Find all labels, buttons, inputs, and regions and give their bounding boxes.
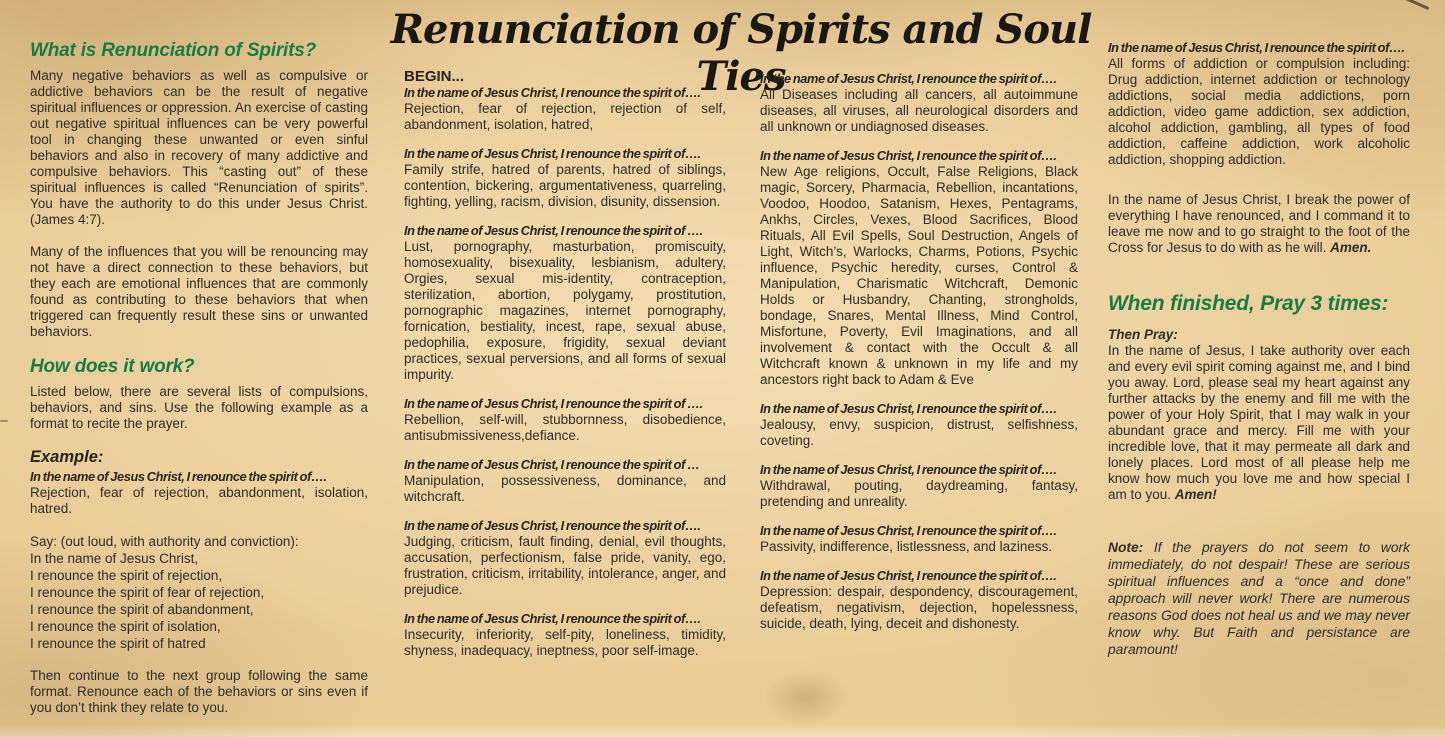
begin-label: BEGIN...: [404, 68, 465, 85]
prayer-body: All Diseases including all cancers, all autoimmune diseases, all viruses, all neurological disorders and all unknown or undiagnosed diseases.: [760, 87, 1078, 134]
prayer-item: [760, 148, 1078, 388]
note-label: Note:: [1108, 540, 1144, 555]
prayer-lead: In the name of Jesus Christ, I renounce the spirit of….: [760, 523, 1057, 538]
prayer-body: Manipulation, possessiveness, dominance, and witchcraft.: [404, 473, 726, 504]
say-line: Say: (out loud, with authority and conviction):: [30, 534, 299, 549]
intro-paragraph-1: Many negative behaviors as well as compulsive or addictive behaviors can be the result of negative spiritual influences or oppression. An exercise of casting out negative spiritual influences can be very powerful tool in changing these unwanted or even sinful behaviors and also in recovery of many addictive and compulsive behaviors. This “casting out” of these spiritual influences is called “Renunciation of spirits”. You have the authority to do this under Jesus Christ. (James 4:7).: [30, 68, 368, 227]
say-line: I renounce the spirit of hatred: [30, 636, 206, 651]
heading-what-is-renunciation: What is Renunciation of Spirits?: [30, 40, 316, 61]
prayer-lead: In the name of Jesus Christ, I renounce the spirit of….: [760, 401, 1057, 416]
heading-when-finished: When finished, Pray 3 times:: [1108, 292, 1389, 315]
say-line: I renounce the spirit of rejection,: [30, 568, 223, 583]
prayer-body: Rebellion, self-will, stubbornness, disobedience, antisubmissiveness,defiance.: [404, 412, 726, 443]
prayer-body: Lust, pornography, masturbation, promiscuity, homosexuality, bisexuality, lesbianism, adultery, Orgies, sexual mis-identity, contraception, sterilization, abortion, polygamy, prostitution, pornographic magazines, internet pornography, fornication, bestiality, incest, rape, sexual abuse, pedophilia, exposure, frigidity, sexual deviant practices, sexual perversions, and all forms of sexual impurity.: [404, 239, 726, 382]
prayer-item: [760, 462, 1078, 510]
prayer-body: Family strife, hatred of parents, hatred of siblings, contention, bickering, argumentativeness, quarreling, fighting, yelling, racism, division, disunity, dissension.: [404, 162, 726, 209]
prayer-lead: In the name of Jesus Christ, I renounce the spirit of….: [404, 85, 701, 100]
prayer-item: [760, 523, 1078, 555]
prayer-body: New Age religions, Occult, False Religions, Black magic, Sorcery, Pharmacia, Rebellion, incantations, Voodoo, Hoodoo, Satanism, Hexes, Pentagrams, Ankhs, Circles, Vexes, Blood Sacrifices, Blood Rituals, All Evil Spells, Soul Destruction, Angels of Light, Witch’s, Warlocks, Charms, Potions, Psychic influence, Psychic heredity, curses, Control & Manipulation, Charismatic Witchcraft, Demonic Holds or Husbandry, Chanting, strongholds, bondage, Snares, Mental Illness, Mind Control, Misfortune, Poverty, Evil Imaginations, and all involvement & contact with the Occult & all Witchcraft known & unknown in my life and my ancestors right back to Adam & Eve: [760, 164, 1078, 387]
amen-exclaim-text: Amen!: [1174, 487, 1217, 502]
prayer-item: [760, 401, 1078, 449]
prayer-item: [404, 223, 726, 383]
prayer-body: Jealousy, envy, suspicion, distrust, selfishness, coveting.: [760, 417, 1078, 448]
prayer-body: All forms of addiction or compulsion including: Drug addiction, internet addiction or technology addictions, social media addictions, porn addiction, video game addiction, sex addiction, alcohol addiction, gambling, all types of food addiction, caffeine addiction, work alcoholic addiction, shopping addiction.: [1108, 56, 1410, 167]
prayer-column-2: [760, 71, 1078, 645]
prayer-lead: In the name of Jesus Christ, I renounce the spirit of….: [404, 146, 701, 161]
prayer-lead: In the name of Jesus Christ, I renounce the spirit of….: [760, 71, 1057, 86]
prayer-item: [404, 611, 726, 659]
prayer-lead: In the name of Jesus Christ, I renounce the spirit of….: [404, 611, 701, 626]
prayer-item: [404, 518, 726, 598]
prayer-item: [404, 85, 726, 133]
intro-column: [30, 40, 368, 716]
prayer-lead: In the name of Jesus Christ, I renounce the spirit of….: [404, 518, 701, 533]
prayer-item: [760, 71, 1078, 135]
say-line: In the name of Jesus Christ,: [30, 551, 199, 566]
heading-how-does-it-work: How does it work?: [30, 356, 195, 377]
closing-prayer-paragraph: [1108, 343, 1410, 503]
say-line: I renounce the spirit of fear of rejection,: [30, 585, 265, 600]
prayer-body: Rejection, fear of rejection, rejection of self, abandonment, isolation, hatred,: [404, 101, 726, 132]
continue-paragraph: Then continue to the next group following the same format. Renounce each of the behaviors or sins even if you don’t think they relate to you.: [30, 668, 368, 715]
prayer-lead: In the name of Jesus Christ, I renounce the spirit of….: [1108, 40, 1405, 55]
how-it-works-paragraph: Listed below, there are several lists of compulsions, behaviors, and sins. Use the following example as a format to recite the prayer.: [30, 384, 368, 431]
prayer-lead: In the name of Jesus Christ, I renounce the spirit of….: [760, 568, 1057, 583]
prayer-lead: In the name of Jesus Christ, I renounce the spirit of….: [760, 148, 1057, 163]
heading-example: Example:: [30, 448, 104, 466]
prayer-lead: In the name of Jesus Christ, I renounce the spirit of ….: [404, 223, 703, 238]
amen-text: Amen.: [1330, 240, 1372, 255]
prayer-body: Depression: despair, despondency, discouragement, defeatism, negativism, dejection, hopelessness, suicide, death, lying, deceit and dishonesty.: [760, 584, 1078, 631]
page-title: Renunciation of Spirits and Soul Ties: [390, 6, 1092, 100]
parchment-scratch: [1405, 0, 1430, 10]
prayer-lead: In the name of Jesus Christ, I renounce the spirit of ….: [404, 396, 703, 411]
prayer-item: [760, 568, 1078, 632]
prayer-lead: In the name of Jesus Christ, I renounce the spirit of….: [760, 462, 1057, 477]
prayer-item: [404, 396, 726, 444]
prayer-body: Passivity, indifference, listlessness, and laziness.: [760, 539, 1053, 554]
break-power-paragraph: [1108, 192, 1410, 256]
say-line: I renounce the spirit of isolation,: [30, 619, 221, 634]
break-power-text: In the name of Jesus Christ, I break the power of everything I have renounced, and I command it to leave me now and to go straight to the foot of the Cross for Jesus to do with as he will.: [1108, 192, 1410, 255]
example-prayer-lead: In the name of Jesus Christ, I renounce the spirit of….: [30, 469, 327, 484]
prayer-item: [404, 457, 726, 505]
parchment-scratch: [0, 420, 8, 422]
prayer-body: Withdrawal, pouting, daydreaming, fantasy, pretending and unreality.: [760, 478, 1078, 509]
example-prayer-body: Rejection, fear of rejection, abandonment, isolation, hatred.: [30, 485, 368, 516]
intro-paragraph-2: Many of the influences that you will be renouncing may not have a direct connection to these behaviors, but they each are emotional influences that are commonly found as contributing to these behaviors that when triggered can frequently result these sins or unwanted behaviors.: [30, 244, 368, 339]
prayer-lead: In the name of Jesus Christ, I renounce the spirit of …: [404, 457, 700, 472]
prayer-list-1: [404, 85, 726, 659]
prayer-body: Judging, criticism, fault finding, denial, evil thoughts, accusation, perfectionism, false pride, vanity, ego, frustration, criticism, irritability, intolerance, anger, and prejudice.: [404, 534, 726, 597]
note-text: If the prayers do not seem to work immediately, do not despair! These are serious spiritual influences and a “once and done” approach will never work! There are numerous reasons God does not heal us and we may never know why. But Faith and persistance are paramount!: [1108, 540, 1410, 657]
say-out-loud-block: [30, 533, 368, 652]
prayer-column-1: [404, 68, 726, 672]
prayer-item: [404, 146, 726, 210]
prayer-item: [1108, 40, 1410, 168]
closing-column: [1108, 40, 1410, 658]
prayer-body: Insecurity, inferiority, self-pity, loneliness, timidity, shyness, inadequacy, ineptness, poor self-image.: [404, 627, 726, 658]
say-line: I renounce the spirit of abandonment,: [30, 602, 254, 617]
note-paragraph: [1108, 539, 1410, 658]
then-pray-label: Then Pray:: [1108, 327, 1178, 342]
closing-prayer-text: In the name of Jesus, I take authority over each and every evil spirit coming against me, and I bind you away. Lord, please seal my heart against any further attacks by the enemy and fill me with the power of your Holy Spirit, that I may walk in your abundant grace and mercy. Fill me with your incredible love, that it may permeate all dark and lonely places. Lord most of all please help me know how much you love me and how special I am to you.: [1108, 343, 1410, 502]
prayer-list-2: [760, 71, 1078, 632]
